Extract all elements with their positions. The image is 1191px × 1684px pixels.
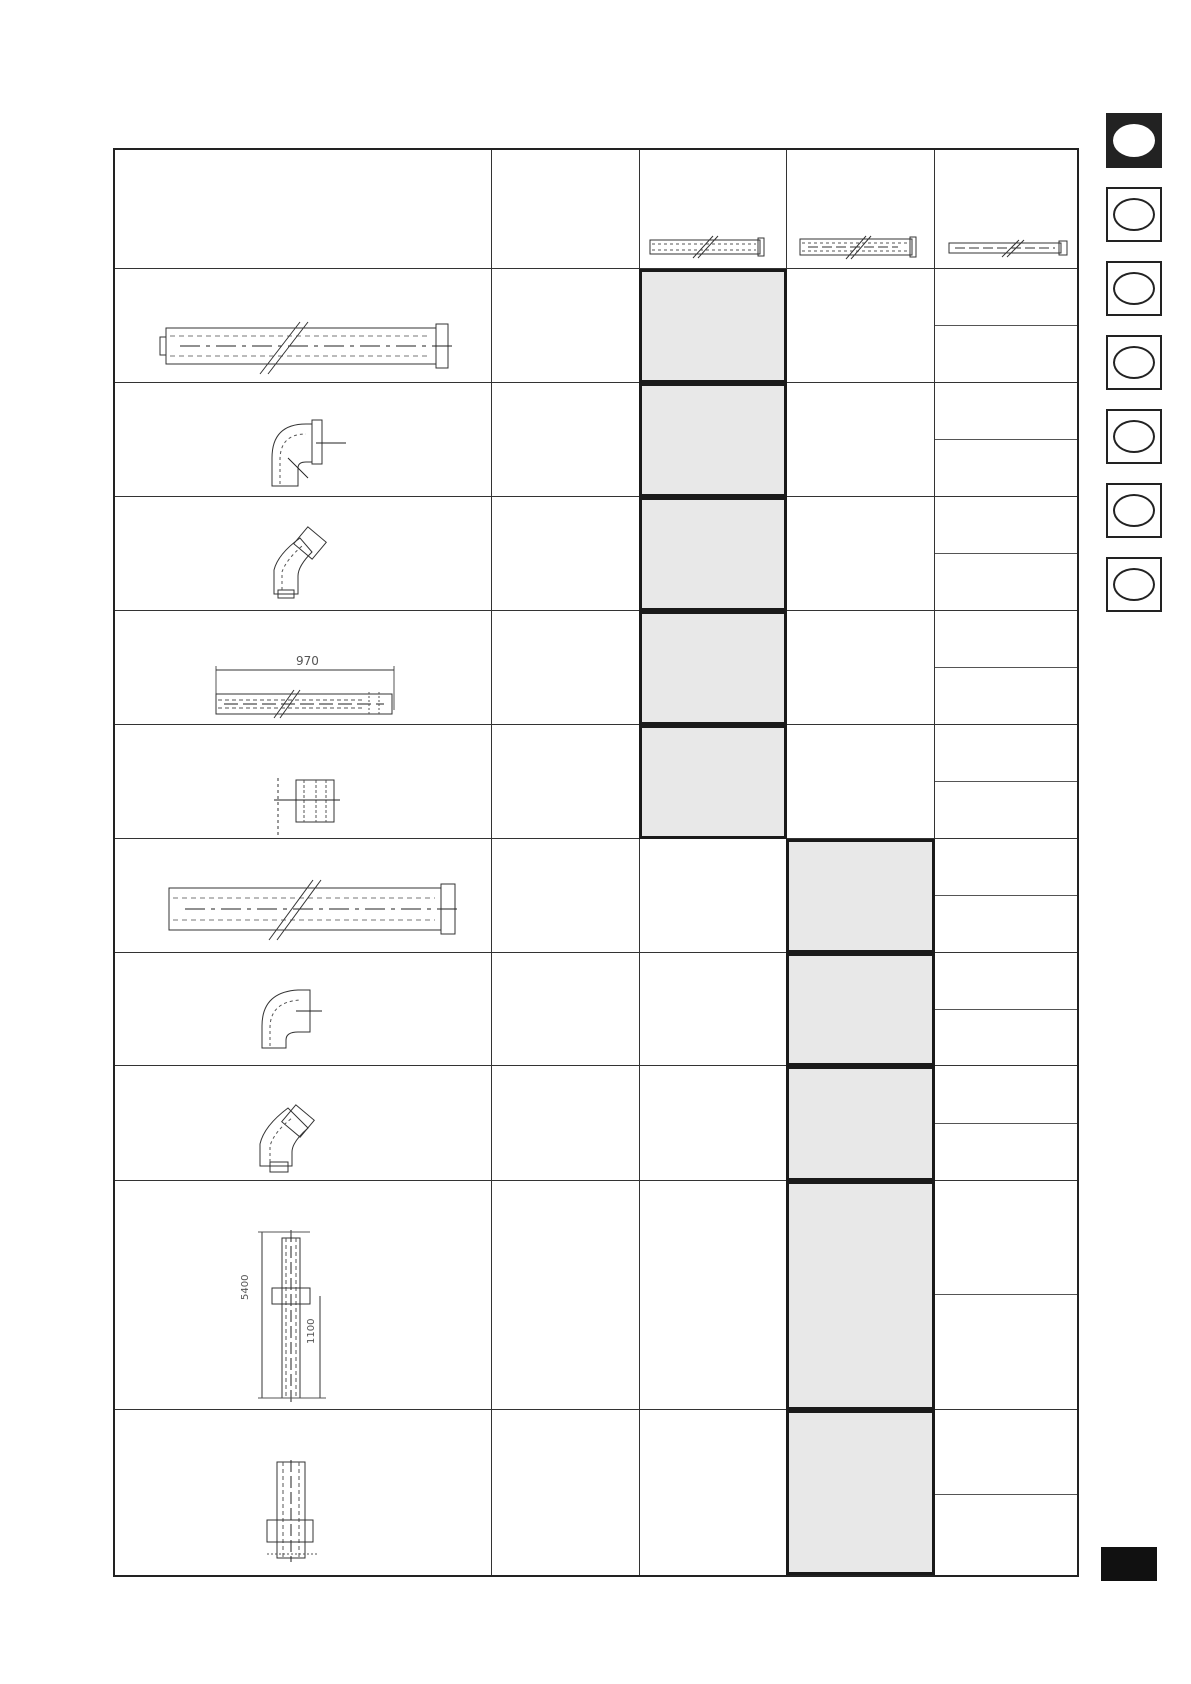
large-elbow-90-drawing — [260, 986, 330, 1054]
tab-oval-icon — [1113, 494, 1155, 527]
short-vertical-terminal-drawing — [263, 1460, 323, 1562]
highlight-cell — [639, 611, 787, 725]
elbow-90-drawing — [268, 418, 348, 488]
highlight-cell — [639, 497, 787, 611]
side-tab-5[interactable] — [1106, 409, 1162, 464]
highlight-cell — [786, 839, 935, 953]
side-tab-2[interactable] — [1106, 187, 1162, 242]
dimension-label: 970 — [296, 654, 319, 668]
large-pipe-drawing — [165, 878, 465, 940]
dimension-label: 1100 — [306, 1318, 317, 1344]
highlight-cell — [786, 1181, 935, 1410]
elbow-45-drawing — [268, 530, 338, 600]
side-tab-1[interactable] — [1106, 113, 1162, 168]
tab-oval-icon — [1113, 568, 1155, 601]
straight-pipe-drawing — [160, 322, 460, 374]
tab-oval-icon — [1113, 346, 1155, 379]
header-pipe-icon-2 — [798, 236, 923, 260]
header-pipe-icon-3 — [947, 240, 1072, 258]
tab-oval-icon — [1113, 198, 1155, 231]
pipe-970-drawing — [214, 660, 399, 718]
large-elbow-45-drawing — [258, 1104, 328, 1174]
side-tab-3[interactable] — [1106, 261, 1162, 316]
tab-oval-icon — [1113, 124, 1155, 157]
tab-oval-icon — [1113, 272, 1155, 305]
highlight-cell — [786, 1066, 935, 1181]
highlight-cell — [786, 1410, 935, 1575]
side-tab-6[interactable] — [1106, 483, 1162, 538]
highlight-cell — [786, 953, 935, 1066]
side-tab-4[interactable] — [1106, 335, 1162, 390]
side-tab-7[interactable] — [1106, 557, 1162, 612]
vertical-terminal-drawing — [250, 1230, 330, 1402]
highlight-cell — [639, 383, 787, 497]
dimension-label: 5400 — [240, 1274, 251, 1300]
header-pipe-icon-1 — [648, 236, 768, 260]
page-number-box — [1101, 1547, 1157, 1581]
coupling-drawing — [272, 776, 342, 838]
highlight-cell — [639, 725, 787, 839]
highlight-cell — [639, 269, 787, 383]
tab-oval-icon — [1113, 420, 1155, 453]
